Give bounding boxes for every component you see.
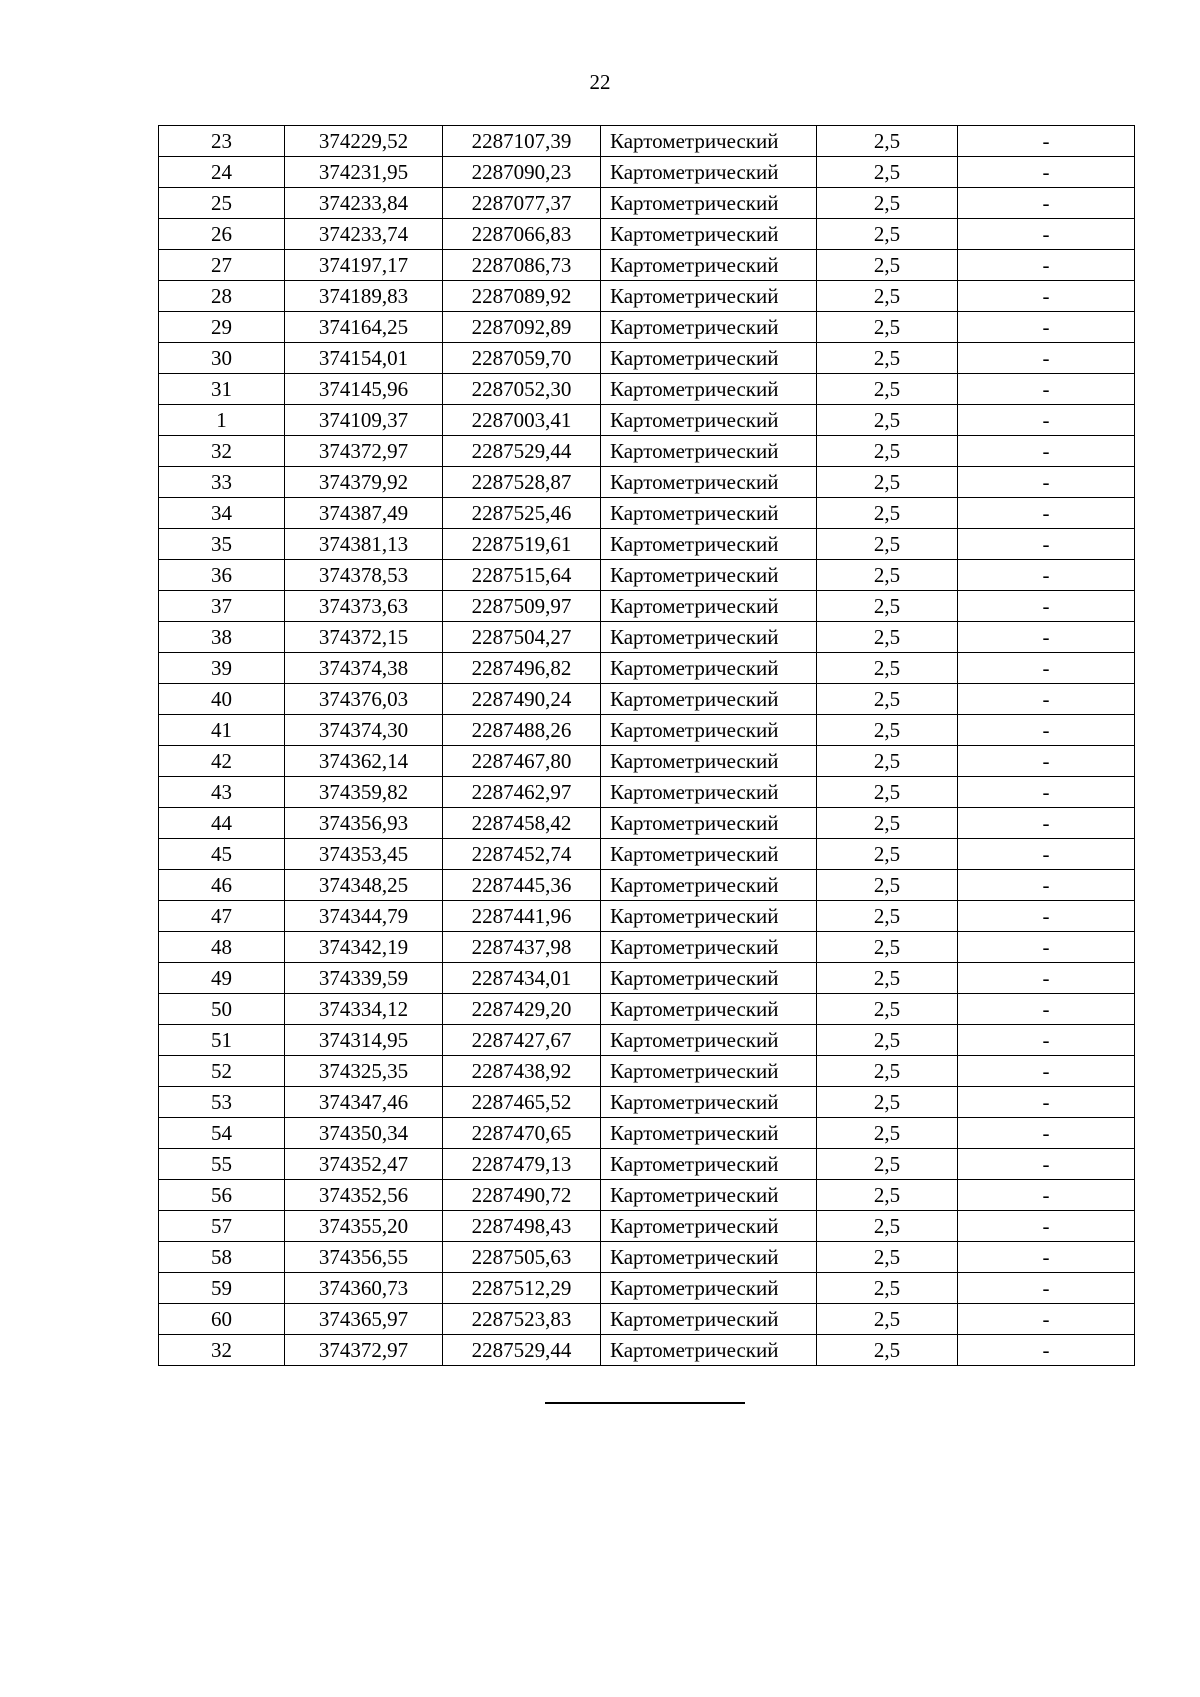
method-cell: Картометрический: [601, 1211, 817, 1242]
method-cell: Картометрический: [601, 498, 817, 529]
point-number-cell: 30: [159, 343, 285, 374]
table-row: [159, 157, 1135, 188]
accuracy-cell: 2,5: [817, 219, 958, 250]
table-row: [159, 1087, 1135, 1118]
point-number-cell: 23: [159, 126, 285, 157]
point-number-cell: 33: [159, 467, 285, 498]
description-cell: -: [958, 932, 1135, 963]
x-coordinate-cell: 374353,45: [285, 839, 443, 870]
table-row: [159, 126, 1135, 157]
y-coordinate-cell: 2287059,70: [443, 343, 601, 374]
description-cell: -: [958, 126, 1135, 157]
point-number-cell: 1: [159, 405, 285, 436]
method-cell: Картометрический: [601, 343, 817, 374]
description-cell: -: [958, 343, 1135, 374]
table-row: [159, 1242, 1135, 1273]
x-coordinate-cell: 374372,97: [285, 436, 443, 467]
point-number-cell: 58: [159, 1242, 285, 1273]
y-coordinate-cell: 2287479,13: [443, 1149, 601, 1180]
point-number-cell: 47: [159, 901, 285, 932]
method-cell: Картометрический: [601, 529, 817, 560]
y-coordinate-cell: 2287066,83: [443, 219, 601, 250]
description-cell: -: [958, 1304, 1135, 1335]
y-coordinate-cell: 2287092,89: [443, 312, 601, 343]
description-cell: -: [958, 405, 1135, 436]
point-number-cell: 48: [159, 932, 285, 963]
table-row: [159, 1025, 1135, 1056]
table-row: [159, 405, 1135, 436]
y-coordinate-cell: 2287525,46: [443, 498, 601, 529]
description-cell: -: [958, 591, 1135, 622]
table-row: [159, 374, 1135, 405]
y-coordinate-cell: 2287434,01: [443, 963, 601, 994]
x-coordinate-cell: 374334,12: [285, 994, 443, 1025]
x-coordinate-cell: 374355,20: [285, 1211, 443, 1242]
method-cell: Картометрический: [601, 436, 817, 467]
point-number-cell: 50: [159, 994, 285, 1025]
description-cell: -: [958, 715, 1135, 746]
table-row: [159, 684, 1135, 715]
point-number-cell: 31: [159, 374, 285, 405]
table-row: [159, 281, 1135, 312]
description-cell: -: [958, 250, 1135, 281]
description-cell: -: [958, 808, 1135, 839]
x-coordinate-cell: 374373,63: [285, 591, 443, 622]
y-coordinate-cell: 2287077,37: [443, 188, 601, 219]
method-cell: Картометрический: [601, 1180, 817, 1211]
accuracy-cell: 2,5: [817, 591, 958, 622]
accuracy-cell: 2,5: [817, 374, 958, 405]
description-cell: -: [958, 1242, 1135, 1273]
accuracy-cell: 2,5: [817, 746, 958, 777]
x-coordinate-cell: 374352,47: [285, 1149, 443, 1180]
description-cell: -: [958, 1118, 1135, 1149]
accuracy-cell: 2,5: [817, 994, 958, 1025]
point-number-cell: 55: [159, 1149, 285, 1180]
point-number-cell: 25: [159, 188, 285, 219]
point-number-cell: 27: [159, 250, 285, 281]
table-row: [159, 777, 1135, 808]
y-coordinate-cell: 2287090,23: [443, 157, 601, 188]
point-number-cell: 26: [159, 219, 285, 250]
point-number-cell: 35: [159, 529, 285, 560]
accuracy-cell: 2,5: [817, 126, 958, 157]
x-coordinate-cell: 374360,73: [285, 1273, 443, 1304]
point-number-cell: 52: [159, 1056, 285, 1087]
y-coordinate-cell: 2287529,44: [443, 1335, 601, 1366]
y-coordinate-cell: 2287496,82: [443, 653, 601, 684]
method-cell: Картометрический: [601, 1273, 817, 1304]
x-coordinate-cell: 374109,37: [285, 405, 443, 436]
point-number-cell: 42: [159, 746, 285, 777]
method-cell: Картометрический: [601, 1118, 817, 1149]
accuracy-cell: 2,5: [817, 436, 958, 467]
method-cell: Картометрический: [601, 374, 817, 405]
x-coordinate-cell: 374342,19: [285, 932, 443, 963]
x-coordinate-cell: 374374,38: [285, 653, 443, 684]
method-cell: Картометрический: [601, 963, 817, 994]
description-cell: -: [958, 157, 1135, 188]
x-coordinate-cell: 374145,96: [285, 374, 443, 405]
y-coordinate-cell: 2287509,97: [443, 591, 601, 622]
x-coordinate-cell: 374378,53: [285, 560, 443, 591]
method-cell: Картометрический: [601, 126, 817, 157]
point-number-cell: 39: [159, 653, 285, 684]
accuracy-cell: 2,5: [817, 777, 958, 808]
method-cell: Картометрический: [601, 901, 817, 932]
table-row: [159, 1056, 1135, 1087]
description-cell: -: [958, 622, 1135, 653]
accuracy-cell: 2,5: [817, 963, 958, 994]
point-number-cell: 24: [159, 157, 285, 188]
point-number-cell: 59: [159, 1273, 285, 1304]
method-cell: Картометрический: [601, 405, 817, 436]
point-number-cell: 46: [159, 870, 285, 901]
coordinates-table: [158, 125, 1135, 1366]
description-cell: -: [958, 529, 1135, 560]
point-number-cell: 45: [159, 839, 285, 870]
accuracy-cell: 2,5: [817, 839, 958, 870]
method-cell: Картометрический: [601, 932, 817, 963]
description-cell: -: [958, 374, 1135, 405]
method-cell: Картометрический: [601, 777, 817, 808]
table-row: [159, 188, 1135, 219]
y-coordinate-cell: 2287490,72: [443, 1180, 601, 1211]
accuracy-cell: 2,5: [817, 467, 958, 498]
x-coordinate-cell: 374365,97: [285, 1304, 443, 1335]
y-coordinate-cell: 2287438,92: [443, 1056, 601, 1087]
y-coordinate-cell: 2287003,41: [443, 405, 601, 436]
accuracy-cell: 2,5: [817, 529, 958, 560]
accuracy-cell: 2,5: [817, 870, 958, 901]
x-coordinate-cell: 374359,82: [285, 777, 443, 808]
method-cell: Картометрический: [601, 870, 817, 901]
method-cell: Картометрический: [601, 715, 817, 746]
point-number-cell: 32: [159, 1335, 285, 1366]
accuracy-cell: 2,5: [817, 157, 958, 188]
table-row: [159, 901, 1135, 932]
method-cell: Картометрический: [601, 157, 817, 188]
table-row: [159, 591, 1135, 622]
description-cell: -: [958, 684, 1135, 715]
x-coordinate-cell: 374381,13: [285, 529, 443, 560]
accuracy-cell: 2,5: [817, 684, 958, 715]
description-cell: -: [958, 901, 1135, 932]
y-coordinate-cell: 2287470,65: [443, 1118, 601, 1149]
y-coordinate-cell: 2287427,67: [443, 1025, 601, 1056]
y-coordinate-cell: 2287052,30: [443, 374, 601, 405]
x-coordinate-cell: 374362,14: [285, 746, 443, 777]
description-cell: -: [958, 1056, 1135, 1087]
x-coordinate-cell: 374356,93: [285, 808, 443, 839]
y-coordinate-cell: 2287529,44: [443, 436, 601, 467]
table-row: [159, 250, 1135, 281]
table-row: [159, 653, 1135, 684]
description-cell: -: [958, 653, 1135, 684]
y-coordinate-cell: 2287467,80: [443, 746, 601, 777]
accuracy-cell: 2,5: [817, 1087, 958, 1118]
x-coordinate-cell: 374231,95: [285, 157, 443, 188]
y-coordinate-cell: 2287462,97: [443, 777, 601, 808]
table-row: [159, 312, 1135, 343]
y-coordinate-cell: 2287107,39: [443, 126, 601, 157]
method-cell: Картометрический: [601, 312, 817, 343]
point-number-cell: 60: [159, 1304, 285, 1335]
x-coordinate-cell: 374164,25: [285, 312, 443, 343]
accuracy-cell: 2,5: [817, 188, 958, 219]
accuracy-cell: 2,5: [817, 1335, 958, 1366]
table-row: [159, 994, 1135, 1025]
y-coordinate-cell: 2287452,74: [443, 839, 601, 870]
accuracy-cell: 2,5: [817, 312, 958, 343]
method-cell: Картометрический: [601, 188, 817, 219]
point-number-cell: 44: [159, 808, 285, 839]
accuracy-cell: 2,5: [817, 901, 958, 932]
y-coordinate-cell: 2287441,96: [443, 901, 601, 932]
point-number-cell: 43: [159, 777, 285, 808]
y-coordinate-cell: 2287528,87: [443, 467, 601, 498]
method-cell: Картометрический: [601, 1025, 817, 1056]
method-cell: Картометрический: [601, 1087, 817, 1118]
x-coordinate-cell: 374314,95: [285, 1025, 443, 1056]
coordinates-table-body: [159, 126, 1135, 1366]
description-cell: -: [958, 1025, 1135, 1056]
method-cell: Картометрический: [601, 467, 817, 498]
accuracy-cell: 2,5: [817, 405, 958, 436]
table-row: [159, 963, 1135, 994]
method-cell: Картометрический: [601, 684, 817, 715]
method-cell: Картометрический: [601, 808, 817, 839]
x-coordinate-cell: 374197,17: [285, 250, 443, 281]
method-cell: Картометрический: [601, 839, 817, 870]
description-cell: -: [958, 839, 1135, 870]
x-coordinate-cell: 374344,79: [285, 901, 443, 932]
method-cell: Картометрический: [601, 1304, 817, 1335]
x-coordinate-cell: 374372,15: [285, 622, 443, 653]
y-coordinate-cell: 2287086,73: [443, 250, 601, 281]
point-number-cell: 29: [159, 312, 285, 343]
x-coordinate-cell: 374325,35: [285, 1056, 443, 1087]
point-number-cell: 37: [159, 591, 285, 622]
method-cell: Картометрический: [601, 622, 817, 653]
table-row: [159, 808, 1135, 839]
end-of-table-rule: [545, 1402, 745, 1404]
table-row: [159, 715, 1135, 746]
table-row: [159, 839, 1135, 870]
accuracy-cell: 2,5: [817, 1242, 958, 1273]
description-cell: -: [958, 1273, 1135, 1304]
description-cell: -: [958, 963, 1135, 994]
table-row: [159, 467, 1135, 498]
table-row: [159, 1335, 1135, 1366]
table-row: [159, 343, 1135, 374]
y-coordinate-cell: 2287523,83: [443, 1304, 601, 1335]
description-cell: -: [958, 312, 1135, 343]
accuracy-cell: 2,5: [817, 560, 958, 591]
point-number-cell: 56: [159, 1180, 285, 1211]
description-cell: -: [958, 281, 1135, 312]
x-coordinate-cell: 374376,03: [285, 684, 443, 715]
point-number-cell: 36: [159, 560, 285, 591]
table-row: [159, 1118, 1135, 1149]
description-cell: -: [958, 436, 1135, 467]
table-row: [159, 1149, 1135, 1180]
x-coordinate-cell: 374350,34: [285, 1118, 443, 1149]
y-coordinate-cell: 2287512,29: [443, 1273, 601, 1304]
method-cell: Картометрический: [601, 994, 817, 1025]
x-coordinate-cell: 374233,84: [285, 188, 443, 219]
method-cell: Картометрический: [601, 1056, 817, 1087]
y-coordinate-cell: 2287490,24: [443, 684, 601, 715]
page-number: 22: [589, 70, 611, 94]
accuracy-cell: 2,5: [817, 498, 958, 529]
description-cell: -: [958, 870, 1135, 901]
method-cell: Картометрический: [601, 250, 817, 281]
x-coordinate-cell: 374387,49: [285, 498, 443, 529]
point-number-cell: 53: [159, 1087, 285, 1118]
x-coordinate-cell: 374356,55: [285, 1242, 443, 1273]
table-row: [159, 529, 1135, 560]
point-number-cell: 54: [159, 1118, 285, 1149]
point-number-cell: 41: [159, 715, 285, 746]
accuracy-cell: 2,5: [817, 281, 958, 312]
table-row: [159, 622, 1135, 653]
y-coordinate-cell: 2287505,63: [443, 1242, 601, 1273]
description-cell: -: [958, 219, 1135, 250]
point-number-cell: 51: [159, 1025, 285, 1056]
description-cell: -: [958, 777, 1135, 808]
x-coordinate-cell: 374229,52: [285, 126, 443, 157]
x-coordinate-cell: 374372,97: [285, 1335, 443, 1366]
x-coordinate-cell: 374233,74: [285, 219, 443, 250]
table-row: [159, 932, 1135, 963]
point-number-cell: 32: [159, 436, 285, 467]
x-coordinate-cell: 374189,83: [285, 281, 443, 312]
accuracy-cell: 2,5: [817, 343, 958, 374]
description-cell: -: [958, 498, 1135, 529]
accuracy-cell: 2,5: [817, 1118, 958, 1149]
y-coordinate-cell: 2287515,64: [443, 560, 601, 591]
x-coordinate-cell: 374154,01: [285, 343, 443, 374]
x-coordinate-cell: 374374,30: [285, 715, 443, 746]
accuracy-cell: 2,5: [817, 1211, 958, 1242]
y-coordinate-cell: 2287445,36: [443, 870, 601, 901]
y-coordinate-cell: 2287504,27: [443, 622, 601, 653]
accuracy-cell: 2,5: [817, 715, 958, 746]
accuracy-cell: 2,5: [817, 250, 958, 281]
y-coordinate-cell: 2287429,20: [443, 994, 601, 1025]
table-row: [159, 746, 1135, 777]
method-cell: Картометрический: [601, 591, 817, 622]
table-row: [159, 870, 1135, 901]
description-cell: -: [958, 1335, 1135, 1366]
accuracy-cell: 2,5: [817, 808, 958, 839]
point-number-cell: 57: [159, 1211, 285, 1242]
x-coordinate-cell: 374352,56: [285, 1180, 443, 1211]
y-coordinate-cell: 2287488,26: [443, 715, 601, 746]
x-coordinate-cell: 374339,59: [285, 963, 443, 994]
description-cell: -: [958, 1180, 1135, 1211]
method-cell: Картометрический: [601, 653, 817, 684]
method-cell: Картометрический: [601, 1335, 817, 1366]
accuracy-cell: 2,5: [817, 932, 958, 963]
point-number-cell: 34: [159, 498, 285, 529]
table-row: [159, 219, 1135, 250]
point-number-cell: 38: [159, 622, 285, 653]
x-coordinate-cell: 374347,46: [285, 1087, 443, 1118]
point-number-cell: 28: [159, 281, 285, 312]
point-number-cell: 40: [159, 684, 285, 715]
method-cell: Картометрический: [601, 746, 817, 777]
method-cell: Картометрический: [601, 281, 817, 312]
description-cell: -: [958, 1211, 1135, 1242]
y-coordinate-cell: 2287519,61: [443, 529, 601, 560]
description-cell: -: [958, 467, 1135, 498]
table-row: [159, 1304, 1135, 1335]
table-row: [159, 1273, 1135, 1304]
table-row: [159, 498, 1135, 529]
description-cell: -: [958, 560, 1135, 591]
y-coordinate-cell: 2287465,52: [443, 1087, 601, 1118]
accuracy-cell: 2,5: [817, 653, 958, 684]
accuracy-cell: 2,5: [817, 1149, 958, 1180]
point-number-cell: 49: [159, 963, 285, 994]
accuracy-cell: 2,5: [817, 1273, 958, 1304]
table-row: [159, 1211, 1135, 1242]
accuracy-cell: 2,5: [817, 1180, 958, 1211]
x-coordinate-cell: 374348,25: [285, 870, 443, 901]
method-cell: Картометрический: [601, 1149, 817, 1180]
accuracy-cell: 2,5: [817, 1056, 958, 1087]
description-cell: -: [958, 746, 1135, 777]
method-cell: Картометрический: [601, 1242, 817, 1273]
y-coordinate-cell: 2287089,92: [443, 281, 601, 312]
description-cell: -: [958, 1087, 1135, 1118]
accuracy-cell: 2,5: [817, 1304, 958, 1335]
accuracy-cell: 2,5: [817, 1025, 958, 1056]
y-coordinate-cell: 2287498,43: [443, 1211, 601, 1242]
accuracy-cell: 2,5: [817, 622, 958, 653]
description-cell: -: [958, 188, 1135, 219]
table-row: [159, 560, 1135, 591]
description-cell: -: [958, 994, 1135, 1025]
table-row: [159, 436, 1135, 467]
description-cell: -: [958, 1149, 1135, 1180]
y-coordinate-cell: 2287437,98: [443, 932, 601, 963]
x-coordinate-cell: 374379,92: [285, 467, 443, 498]
y-coordinate-cell: 2287458,42: [443, 808, 601, 839]
method-cell: Картометрический: [601, 560, 817, 591]
method-cell: Картометрический: [601, 219, 817, 250]
table-row: [159, 1180, 1135, 1211]
